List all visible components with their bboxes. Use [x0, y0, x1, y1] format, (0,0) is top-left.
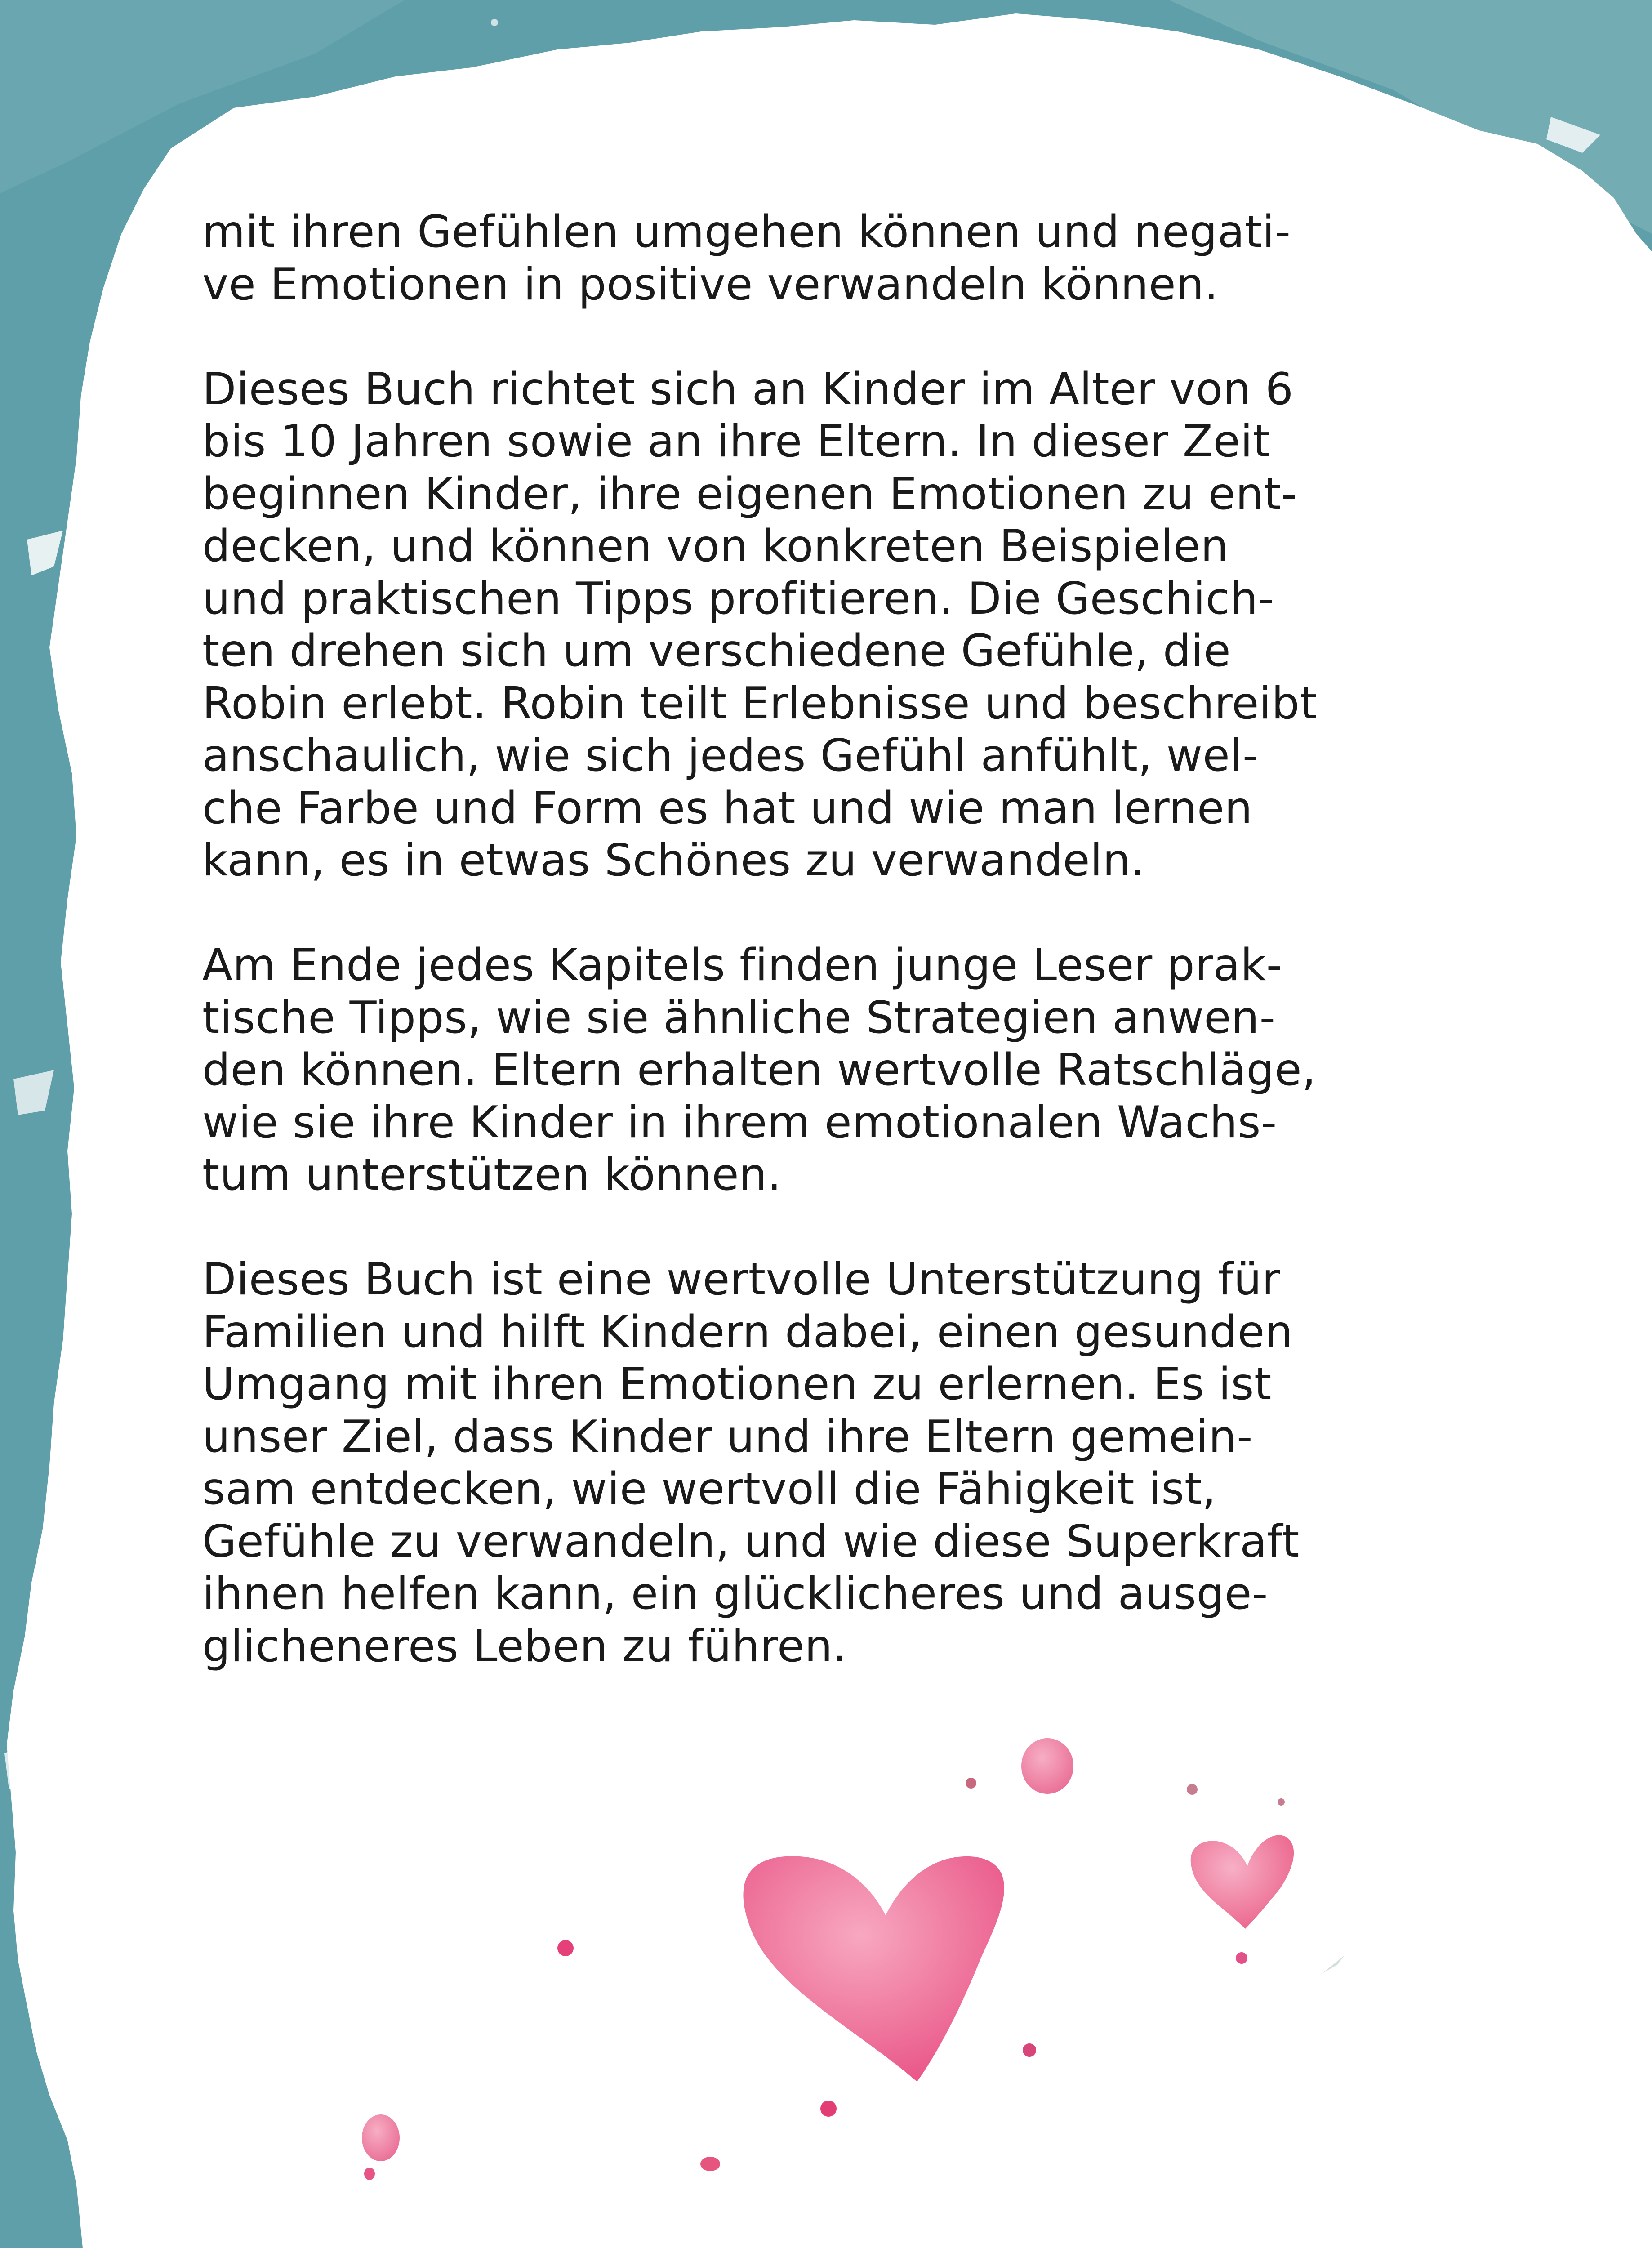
pink-dot	[966, 1778, 976, 1789]
text-line: decken, und können von konkreten Beispielen	[202, 521, 1229, 572]
text-line: tische Tipps, wie sie ähnliche Strategien anwen-	[202, 992, 1276, 1044]
pink-dot	[1278, 1798, 1285, 1806]
text-line: kann, es in etwas Schönes zu verwandeln.	[202, 835, 1145, 886]
pink-dot	[362, 2114, 400, 2161]
text-line: sam entdecken, wie wertvoll die Fähigkeit ist,	[202, 1463, 1216, 1515]
text-line: wie sie ihre Kinder in ihrem emotionalen Wachs-	[202, 1097, 1277, 1148]
text-line: tum unterstützen können.	[202, 1149, 782, 1200]
paragraph-4	[202, 1253, 1434, 1673]
text-line: den können. Eltern erhalten wertvolle Ratschläge,	[202, 1044, 1316, 1096]
text-line: Dieses Buch ist eine wertvolle Unterstützung für	[202, 1254, 1280, 1305]
text-line: Am Ende jedes Kapitels finden junge Leser prak-	[202, 940, 1282, 991]
text-line: und praktischen Tipps profitieren. Die Geschich-	[202, 573, 1274, 624]
paragraph-3	[202, 939, 1434, 1201]
paragraph-2	[202, 363, 1434, 887]
text-line: Familien und hilft Kindern dabei, einen gesunden	[202, 1306, 1293, 1358]
text-line: bis 10 Jahren sowie an ihre Eltern. In dieser Zeit	[202, 416, 1270, 467]
text-line: beginnen Kinder, ihre eigenen Emotionen zu ent-	[202, 468, 1298, 520]
pink-dot	[364, 2168, 375, 2180]
pink-dot	[1236, 1952, 1247, 1964]
text-line: Robin erlebt. Robin teilt Erlebnisse und beschreibt	[202, 678, 1318, 729]
text-line: ten drehen sich um verschiedene Gefühle, die	[202, 625, 1231, 677]
text-line: Dieses Buch richtet sich an Kinder im Alter von 6	[202, 363, 1294, 415]
pink-dot	[1021, 1738, 1073, 1794]
pink-dot	[700, 2157, 720, 2171]
paragraph-1	[202, 206, 1434, 311]
pink-dot	[557, 1940, 574, 1956]
pink-dot	[1187, 1784, 1198, 1795]
text-line: Gefühle zu verwandeln, und wie diese Superkraft	[202, 1516, 1300, 1567]
text-line: mit ihren Gefühlen umgehen können und negati-	[202, 206, 1291, 258]
text-line: ihnen helfen kann, ein glücklicheres und ausge-	[202, 1568, 1268, 1619]
body-text	[202, 206, 1434, 1725]
text-line: anschaulich, wie sich jedes Gefühl anfühlt, wel-	[202, 730, 1259, 781]
text-line: Umgang mit ihren Emotionen zu erlernen. Es ist	[202, 1359, 1272, 1410]
pink-dot	[1023, 2043, 1036, 2057]
text-line: che Farbe und Form es hat und wie man lernen	[202, 782, 1253, 834]
text-line: glicheneres Leben zu führen.	[202, 1620, 847, 1672]
text-line: unser Ziel, dass Kinder und ihre Eltern gemein-	[202, 1411, 1253, 1463]
text-line: ve Emotionen in positive verwandeln können.	[202, 259, 1219, 310]
pink-dot	[820, 2101, 837, 2117]
paper-speck	[491, 19, 498, 26]
